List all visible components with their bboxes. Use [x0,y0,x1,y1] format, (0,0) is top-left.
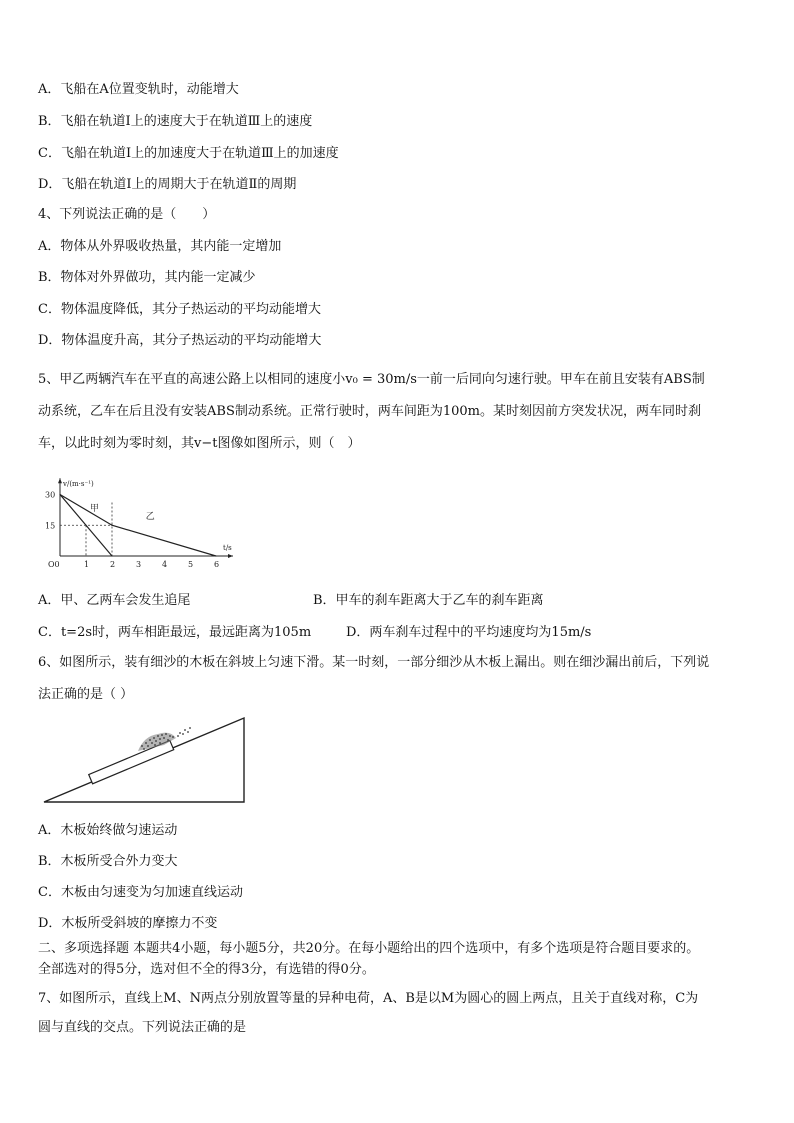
y-tick-label: 30 [45,490,56,500]
q5-stem-line3: 车，以此时刻为零时刻，其v−t图像如图所示，则（ ） [38,436,361,451]
q7-stem-line1: 7、如图所示，直线上M、N两点分别放置等量的异种电荷，A、B是以M为圆心的圆上两点，且关于直线对称，C为 [38,991,699,1006]
q5-option-b: B．甲车的刹车距离大于乙车的刹车距离 [313,593,544,608]
vt-graph [36,476,250,572]
y-axis-label: v/(m·s⁻¹) [63,480,94,488]
q6-option-d: D．木板所受斜坡的摩擦力不变 [38,916,218,931]
q6-stem-line1: 6、如图所示，装有细沙的木板在斜坡上匀速下滑。某一时刻，一部分细沙从木板上漏出。则在细沙漏出前后，下列说 [38,655,710,670]
wooden-board [89,740,174,783]
x-axis-arrow [228,554,233,558]
q3-option-c: C．飞船在轨道Ⅰ上的加速度大于在轨道Ⅲ上的加速度 [38,146,339,161]
data-point [85,525,86,526]
incline-figure [40,712,250,806]
q5-stem-line1: 5、甲乙两辆汽车在平直的高速公路上以相同的速度小v₀ = 30m/s一前一后同向匀速行驶。甲车在前且安装有ABS制 [38,372,705,387]
q5-option-a: A．甲、乙两车会发生追尾 [38,593,191,608]
q3-option-d: D．飞船在轨道Ⅰ上的周期大于在轨道Ⅱ的周期 [38,177,297,192]
x-tick-label: 3 [136,560,142,569]
x-tick-label: 1 [84,560,90,569]
x-tick-label: 6 [214,560,220,569]
series-label-yi: 乙 [145,512,155,523]
q4-option-c: C．物体温度降低，其分子热运动的平均动能增大 [38,302,321,317]
q4-stem: 4、下列说法正确的是（ ） [38,207,216,222]
q5-stem-line2: 动系统，乙车在后且没有安装ABS制动系统。正常行驶时，两车间距为100m。某时刻因前方突发状况，两车同时刹 [38,404,701,419]
q4-option-d: D．物体温度升高，其分子热运动的平均动能增大 [38,333,322,348]
x-tick-label: O0 [48,560,60,569]
y-axis-arrow [58,478,62,483]
data-point [59,494,60,495]
q3-option-a: A．飞船在A位置变轨时，动能增大 [38,82,239,97]
q6-option-b: B．木板所受合外力变大 [38,854,178,869]
q4-option-a: A．物体从外界吸收热量，其内能一定增加 [38,239,282,254]
q6-stem-line2: 法正确的是（ ） [38,687,134,702]
y-tick-label: 15 [45,521,56,531]
q6-option-c: C．木板由匀速变为匀加速直线运动 [38,885,243,900]
data-point [111,525,112,526]
data-point [215,555,216,556]
q3-option-b: B．飞船在轨道Ⅰ上的速度大于在轨道Ⅲ上的速度 [38,114,313,129]
q5-option-d: D．两车刹车过程中的平均速度均为15m/s [346,625,592,640]
data-point [111,555,112,556]
section2-heading-line1: 二、多项选择题 本题共4小题，每小题5分，共20分。在每小题给出的四个选项中，有多个选项是符合题目要求的。 [38,941,700,956]
q5-option-c: C．t=2s时，两车相距最远，最远距离为105m [38,625,312,640]
q6-option-a: A．木板始终做匀速运动 [38,823,178,838]
series-line-1 [60,495,216,557]
q7-stem-line2: 圆与直线的交点。下列说法正确的是 [38,1020,247,1035]
section2-heading-line2: 全部选对的得5分，选对但不全的得3分，有选错的得0分。 [38,962,375,977]
x-tick-label: 5 [188,560,194,569]
series-label-jia: 甲 [89,503,99,514]
q4-option-b: B．物体对外界做功，其内能一定减少 [38,270,256,285]
x-tick-label: 4 [162,560,168,569]
x-axis-label: t/s [223,544,232,552]
x-tick-label: 2 [110,560,116,569]
